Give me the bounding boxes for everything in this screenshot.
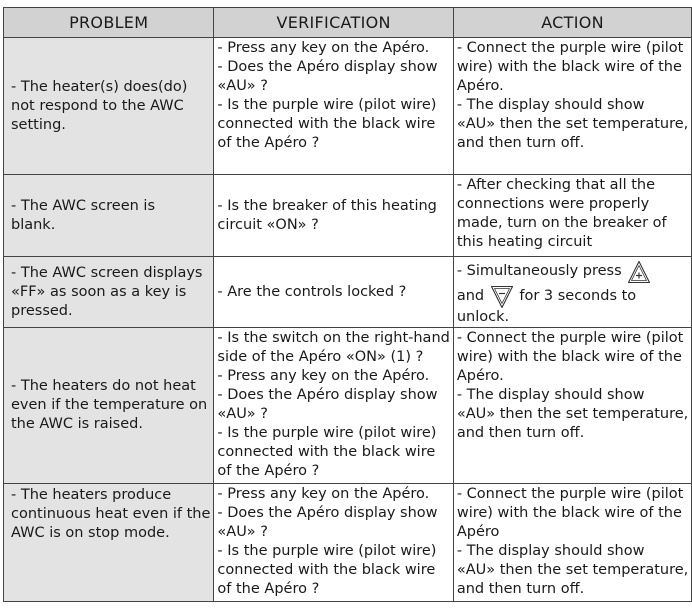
text-line: [457, 284, 688, 309]
text-line: Apéro.: [456, 368, 504, 384]
text-line: this heating circuit: [456, 234, 593, 250]
header-row: [4, 8, 692, 38]
verification-cell: [214, 38, 453, 175]
action-cell: [453, 175, 691, 257]
problem-cell: [4, 175, 214, 257]
troubleshooting-table: [3, 7, 692, 602]
text-line: - The heaters do not heat: [11, 378, 196, 394]
table-row: [4, 484, 692, 602]
text-line: continuous heat even if the: [11, 506, 211, 522]
problem-cell: [4, 328, 214, 484]
action-and-label: and: [456, 288, 485, 304]
text-line: - After checking that all the: [456, 177, 656, 193]
table-row: [4, 175, 692, 257]
verification-cell: [214, 484, 453, 602]
text-line: [457, 259, 688, 284]
text-line: - Press any key on the Apéro.: [217, 40, 430, 56]
text-line: setting.: [11, 116, 66, 133]
verification-cell: [214, 328, 453, 484]
text-line: wire) with the black wire of the: [456, 59, 682, 75]
text-line: - Connect the purple wire (pilot: [456, 486, 684, 502]
text-line: - Is the breaker of this heating: [217, 198, 437, 214]
text-line: - The AWC screen displays: [11, 264, 203, 281]
text-line: - Press any key on the Apéro.: [217, 368, 430, 384]
text-line: - Is the purple wire (pilot wire): [217, 543, 437, 559]
text-line: of the Apéro ?: [217, 463, 320, 479]
text-line: - Does the Apéro display show: [217, 387, 438, 403]
text-line: - Is the switch on the right-hand: [217, 330, 450, 346]
action-line2-tail: for 3 seconds to: [519, 288, 637, 304]
minus-key-svg: [490, 285, 514, 309]
action-cell: [453, 257, 691, 328]
minus-key-icon: [490, 285, 514, 309]
text-line: - The AWC screen is: [11, 197, 156, 214]
text-line: and then turn off.: [456, 135, 585, 151]
text-line: connected with the black wire: [217, 562, 436, 578]
table-row: [4, 38, 692, 175]
verification-cell: [214, 257, 453, 328]
text-line: - Press any key on the Apéro.: [217, 486, 430, 502]
text-line: of the Apéro ?: [217, 581, 320, 597]
text-line: «FF» as soon as a key is: [11, 283, 187, 300]
text-line: of the Apéro ?: [217, 135, 320, 151]
text-line: connected with the black wire: [217, 444, 436, 460]
header-problem: PROBLEM: [4, 8, 214, 38]
text-line: - The heaters produce: [11, 487, 172, 503]
text-line: - Is the purple wire (pilot wire): [217, 425, 437, 441]
text-line: - Connect the purple wire (pilot: [456, 330, 684, 346]
text-line: circuit «ON» ?: [217, 217, 319, 233]
text-line: «AU» then the set temperature,: [456, 406, 689, 422]
text-line: connected with the black wire: [217, 116, 436, 132]
text-line: wire) with the black wire of the: [456, 505, 682, 521]
action-cell: [453, 484, 691, 602]
text-line: not respond to the AWC: [11, 97, 184, 114]
text-line: - The display should show: [456, 543, 645, 559]
action-cell: [453, 328, 691, 484]
header-verification: VERIFICATION: [214, 8, 453, 38]
text-line: - Are the controls locked ?: [217, 284, 407, 300]
plus-key-svg: [627, 260, 651, 284]
problem-cell: [4, 484, 214, 602]
text-line: blank.: [11, 216, 56, 233]
text-line: - The heater(s) does(do): [11, 78, 188, 95]
table-row: [4, 328, 692, 484]
text-line: - Does the Apéro display show: [217, 59, 438, 75]
text-line: - Does the Apéro display show: [217, 505, 438, 521]
text-line: «AU» then the set temperature,: [456, 116, 689, 132]
text-line: «AU» ?: [217, 406, 268, 422]
text-line: wire) with the black wire of the: [456, 349, 682, 365]
verification-cell: [214, 175, 453, 257]
text-line: Apéro: [456, 524, 500, 540]
plus-key-icon: [627, 260, 651, 284]
action-line1: - Simultaneously press: [456, 263, 622, 279]
text-line: and then turn off.: [456, 425, 585, 441]
text-line: - The display should show: [456, 97, 645, 113]
problem-cell: [4, 38, 214, 175]
text-line: «AU» ?: [217, 524, 268, 540]
text-line: and then turn off.: [456, 581, 585, 597]
text-line: - The display should show: [456, 387, 645, 403]
header-action: ACTION: [453, 8, 691, 38]
text-line: the AWC is raised.: [11, 416, 143, 432]
text-line: connections were properly: [456, 196, 650, 212]
action-cell: [453, 38, 691, 175]
text-line: Apéro.: [456, 78, 504, 94]
text-line: pressed.: [11, 302, 73, 319]
text-line: - Connect the purple wire (pilot: [456, 40, 684, 56]
table-row: [4, 257, 692, 328]
text-line: side of the Apéro «ON» (1) ?: [217, 349, 424, 365]
text-line: unlock.: [456, 309, 510, 325]
problem-cell: [4, 257, 214, 328]
text-line: «AU» then the set temperature,: [456, 562, 689, 578]
text-line: made, turn on the breaker of: [456, 215, 667, 231]
text-line: - Is the purple wire (pilot wire): [217, 97, 437, 113]
text-line: AWC is on stop mode.: [11, 525, 170, 541]
text-line: «AU» ?: [217, 78, 268, 94]
text-line: even if the temperature on: [11, 397, 208, 413]
